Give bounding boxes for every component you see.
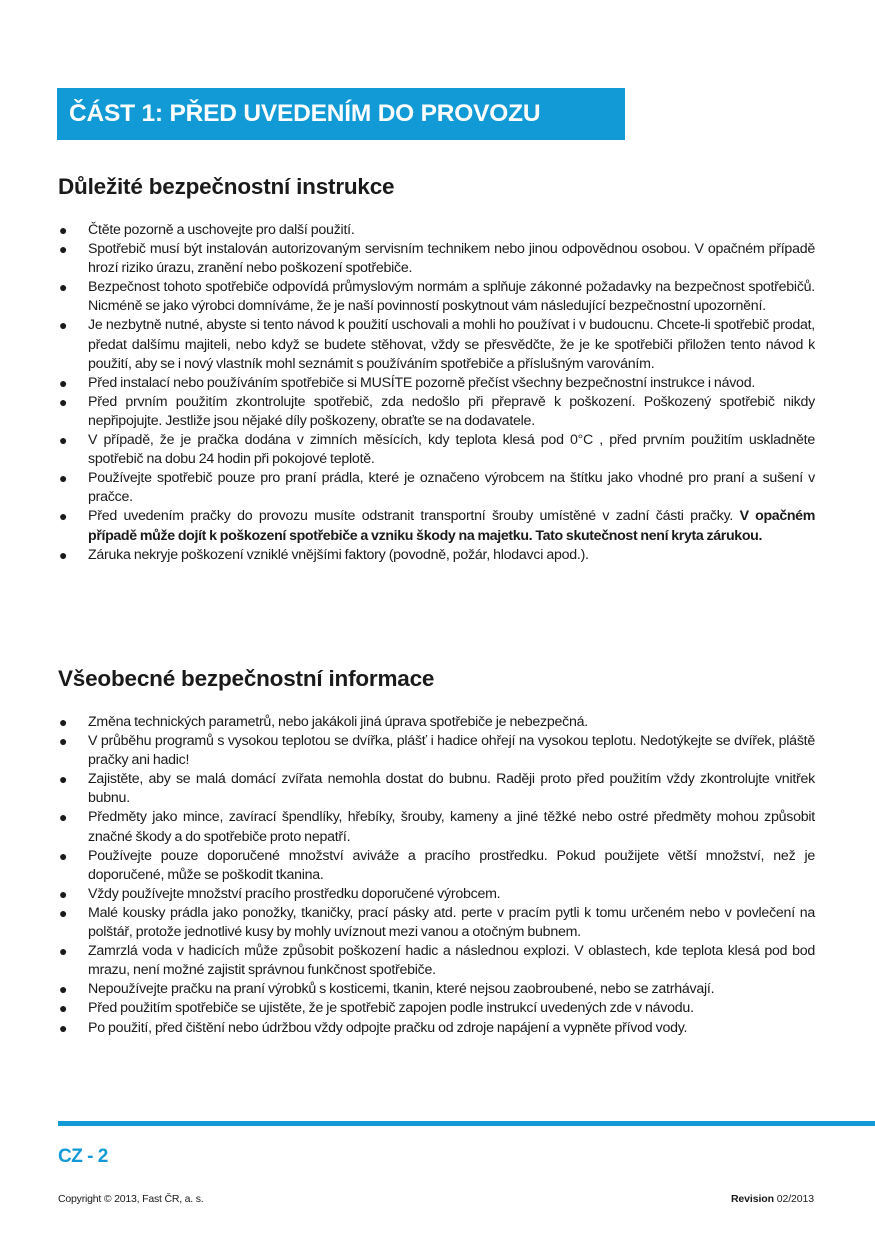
warranty-warning-text: V opačném případě může dojít k poškození spotřebiče a vzniku škody na majetku. Tato skutečnost není kryta zárukou.: [88, 508, 815, 544]
list-item-text: Zamrzlá voda v hadicích může způsobit poškození hadic a následnou explozi. V oblastech, kde teplota klesá pod bod mrazu, není možné zajistit správnou funkčnost spotřebiče.: [88, 943, 815, 979]
part-banner: ČÁST 1: PŘED UVEDENÍM DO PROVOZU: [57, 88, 625, 140]
list-item: [58, 469, 815, 507]
list-item: [58, 240, 815, 278]
footer-divider: [58, 1121, 875, 1126]
revision-value: 02/2013: [776, 1193, 814, 1205]
list-item-text: V případě, že je pračka dodána v zimních měsících, kdy teplota klesá pod 0°C , před prvním použitím uskladněte spotřebič na dobu 24 hodin při pokojové teplotě.: [88, 432, 815, 468]
list-item: [58, 732, 815, 770]
bullet-icon: ●: [59, 374, 68, 391]
list-item: [58, 904, 815, 942]
list-item-text: Čtěte pozorně a uschovejte pro další použití.: [88, 222, 355, 238]
list-item-text: Spotřebič musí být instalován autorizovaným servisním technikem nebo jinou odpovědnou osobou. V opačném případě hrozí riziko úrazu, zranění nebo poškození spotřebiče.: [88, 241, 815, 277]
list-item: [58, 374, 815, 393]
list-item: [58, 221, 815, 240]
list-item: [58, 316, 815, 373]
list-item: [58, 808, 815, 846]
list-item: [58, 431, 815, 469]
list-item: [58, 507, 815, 545]
bullet-icon: ●: [59, 733, 68, 750]
bullet-icon: ●: [59, 943, 68, 960]
list-item-text: Používejte pouze doporučené množství aviváže a pracího prostředku. Pokud použijete větší množství, než je doporučené, může se poškodit tkanina.: [88, 847, 815, 883]
section-title-safety-instructions: Důležité bezpečnostní instrukce: [58, 174, 395, 199]
bullet-icon: ●: [59, 317, 68, 334]
list-item: [58, 885, 815, 904]
list-item-text: Nepoužívejte pračku na praní výrobků s kosticemi, tkanin, které nejsou zaobroubené, nebo se zatrhávají.: [88, 981, 715, 998]
list-item-text: Vždy používejte množství pracího prostředku doporučené výrobcem.: [88, 885, 501, 902]
bullet-icon: ●: [59, 470, 68, 487]
list-item-text: Po použití, před čištění nebo údržbou vždy odpojte pračku od zdroje napájení a vypněte přívod vody.: [88, 1019, 688, 1036]
revision-info: [731, 1193, 814, 1205]
list-item-text: Malé kousky prádla jako ponožky, tkaničky, prací pásky atd. perte v pracím pytli k tomu určeném nebo v povlečení na polštář, protože jednotlivé kusy by mohly uvíznout mezi vanou a otočným bubnem.: [88, 904, 815, 941]
list-item: [58, 980, 815, 999]
bullet-icon: ●: [59, 1000, 68, 1017]
list-item-text: Před prvním použitím zkontrolujte spotřebič, zda nedošlo při přepravě k poškození. Poškozený spotřebič nikdy nepřipojujte. Jestliže jsou nějaké díly poškozeny, obraťte se na dodavatele.: [88, 393, 815, 429]
list-item-text: Zajistěte, aby se malá domácí zvířata nemohla dostat do bubnu. Raději proto před použitím vždy zkontrolujte vnitřek bubnu.: [88, 771, 815, 807]
list-item-text: Je nezbytně nutné, abyste si tento návod k použití uschovali a mohli ho používat i v budoucnu. Chcete-li spotřebič prodat, předat dalšímu majiteli, nebo když se budete stěhovat, vždy se přesvědčte, že je ke spotřebiči přiložen tento návod k použití, aby se i nový vlastník mohl seznámit s používáním spotřebiče a příslušným varováním.: [88, 317, 815, 372]
page-number: CZ - 2: [58, 1146, 108, 1167]
bullet-icon: ●: [59, 981, 68, 998]
list-item: [58, 847, 815, 885]
list-item-text: Změna technických parametrů, nebo jakákoli jiná úprava spotřebiče je nebezpečná.: [88, 714, 588, 730]
bullet-icon: ●: [59, 508, 68, 525]
list-item-text: V průběhu programů s vysokou teplotou se dvířka, plášť i hadice ohřejí na vysokou teplotu. Nedotýkejte se dvířek, pláště pračky ani hadic!: [88, 733, 815, 769]
list-item: [58, 770, 815, 808]
list-item: [58, 999, 815, 1018]
bullet-icon: ●: [59, 714, 68, 730]
section-title-general-safety: Všeobecné bezpečnostní informace: [58, 666, 435, 691]
list-item: [58, 393, 815, 431]
list-item-text: Před instalací nebo používáním spotřebiče si MUSÍTE pozorně přečíst všechny bezpečnostní instrukce i návod.: [88, 374, 756, 391]
bullet-icon: ●: [59, 771, 68, 788]
bullet-icon: ●: [59, 241, 68, 258]
safety-instructions-list: [58, 221, 815, 565]
list-item-text: Používejte spotřebič pouze pro praní prádla, které je označeno výrobcem na štítku jako vhodné pro praní a sušení v pračce.: [88, 470, 815, 506]
bullet-icon: ●: [59, 885, 68, 902]
list-item: [58, 942, 815, 980]
bullet-icon: ●: [59, 809, 68, 826]
bullet-icon: ●: [59, 393, 68, 410]
list-item: [58, 546, 815, 565]
bullet-icon: ●: [59, 847, 68, 864]
list-item: [58, 278, 815, 316]
list-item-text: Před použitím spotřebiče se ujistěte, že je spotřebič zapojen podle instrukcí uvedených zde v návodu.: [88, 1000, 694, 1017]
list-item: [58, 713, 815, 732]
general-safety-list: [58, 713, 815, 1038]
bullet-icon: ●: [59, 432, 68, 449]
list-item: [58, 1019, 815, 1038]
list-item-text: Bezpečnost tohoto spotřebiče odpovídá průmyslovým normám a splňuje zákonné požadavky na bezpečnost spotřebičů. Nicméně se jako výrobci domníváme, že je naší povinností poskytnout vám následující bezpečnostní upozornění.: [88, 279, 815, 315]
list-item-text: Záruka nekryje poškození vzniklé vnějšími faktory (povodně, požár, hlodavci apod.).: [88, 546, 589, 563]
bullet-icon: ●: [59, 222, 68, 238]
list-item-text: Před uvedením pračky do provozu musíte odstranit transportní šrouby umístěné v zadní části pračky.: [88, 508, 734, 525]
bullet-icon: ●: [59, 546, 68, 563]
list-item-text: Předměty jako mince, zavírací špendlíky, hřebíky, šrouby, kameny a jiné těžké nebo ostré předměty mohou způsobit značné škody a do spotřebiče proto nepatří.: [88, 809, 815, 845]
bullet-icon: ●: [59, 1019, 68, 1036]
bullet-icon: ●: [59, 279, 68, 296]
bullet-icon: ●: [59, 904, 68, 921]
revision-label: Revision: [730, 1193, 774, 1205]
copyright-notice: Copyright © 2013, Fast ČR, a. s.: [58, 1193, 204, 1205]
